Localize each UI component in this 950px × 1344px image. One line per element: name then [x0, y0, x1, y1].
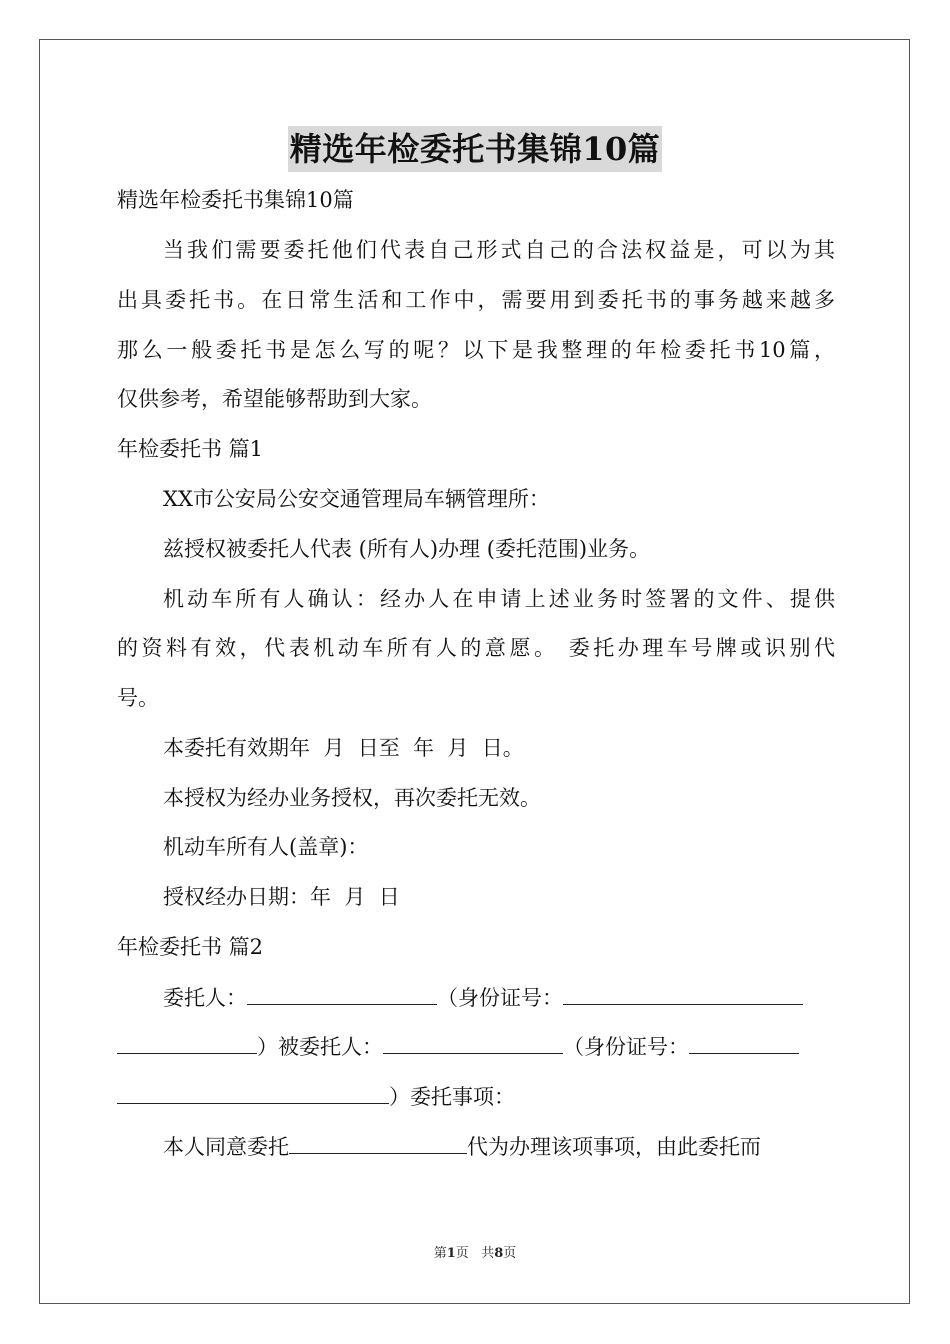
agent-id-blank	[689, 1031, 799, 1054]
consent-text-cont: 代为办理该项事项，由此委托而	[467, 1135, 761, 1159]
principal-id-blank	[563, 982, 803, 1005]
section-2-line-3	[117, 1081, 835, 1112]
document-subtitle: 精选年检委托书集锦10篇	[117, 188, 354, 212]
section-2-heading: 年检委托书 篇2	[117, 935, 264, 959]
page-title: 精选年检委托书集锦10篇	[288, 126, 663, 172]
section-2-line-4	[163, 1131, 835, 1162]
principal-id-label: （身份证号：	[437, 986, 563, 1010]
intro-line-4: 仅供参考，希望能够帮助到大家。	[117, 387, 432, 411]
section-1-scope: 本授权为经办业务授权，再次委托无效。	[163, 786, 541, 810]
section-1-heading: 年检委托书 篇1	[117, 437, 264, 461]
agent-id-blank-cont	[117, 1081, 389, 1104]
delegate-blank	[289, 1131, 467, 1154]
footer-page-number: 1	[446, 1246, 456, 1261]
principal-label: 委托人：	[163, 986, 247, 1010]
section-1-authorization: 兹授权被委托人代表 (所有人)办理 (委托范围)业务。	[163, 537, 651, 561]
footer-prefix: 第	[433, 1246, 447, 1261]
footer-total-pages: 8	[494, 1246, 504, 1261]
matter-label: ）委托事项：	[389, 1085, 515, 1109]
section-1-date: 授权经办日期：年 月 日	[163, 885, 400, 909]
section-1-confirm-line-2: 的资料有效，代表机动车所有人的意愿。 委托办理车号牌或识别代	[117, 636, 835, 660]
section-1-validity: 本委托有效期年 月 日至 年 月 日。	[163, 736, 524, 760]
footer-total-unit: 页	[503, 1246, 517, 1261]
section-1-owner-seal: 机动车所有人(盖章)：	[163, 835, 369, 859]
intro-line-3: 那么一般委托书是怎么写的呢？以下是我整理的年检委托书10篇，	[117, 338, 835, 362]
page-footer	[0, 1245, 950, 1263]
page-border	[39, 39, 910, 1304]
intro-line-2: 出具委托书。在日常生活和工作中，需要用到委托书的事务越来越多	[117, 288, 835, 312]
footer-page-unit: 页	[455, 1246, 469, 1261]
section-2-line-1	[163, 982, 835, 1013]
agent-id-label: （身份证号：	[563, 1035, 689, 1059]
principal-id-blank-cont	[117, 1031, 257, 1054]
title-container	[0, 126, 950, 172]
section-1-confirm-line-1: 机动车所有人确认：经办人在申请上述业务时签署的文件、提供	[163, 587, 835, 611]
section-2-line-2	[117, 1031, 835, 1062]
footer-total-prefix: 共	[481, 1246, 495, 1261]
intro-line-1: 当我们需要委托他们代表自己形式自己的合法权益是，可以为其	[163, 238, 835, 262]
consent-text: 本人同意委托	[163, 1135, 289, 1159]
principal-name-blank	[247, 982, 437, 1005]
agent-label: ）被委托人：	[257, 1035, 383, 1059]
agent-name-blank	[383, 1031, 563, 1054]
section-1-addressee: XX市公安局公安交通管理局车辆管理所：	[163, 487, 550, 511]
section-1-confirm-line-3: 号。	[117, 686, 159, 710]
